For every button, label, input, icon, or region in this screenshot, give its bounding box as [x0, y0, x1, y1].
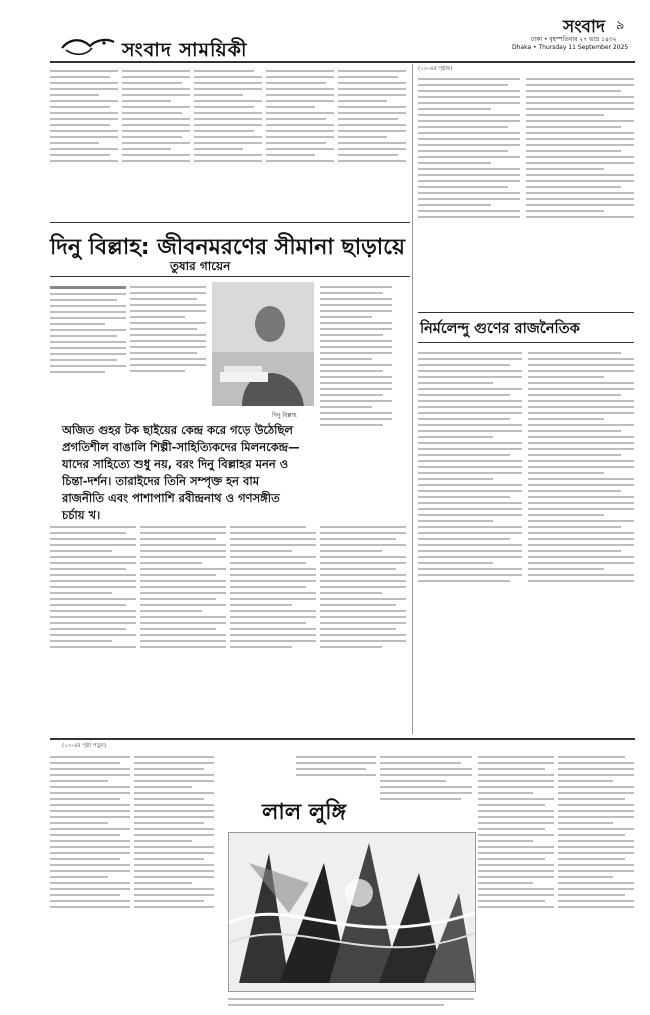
date-english: Dhaka • Thursday 11 September 2025: [512, 44, 629, 51]
bottom-column-1: [50, 752, 130, 1010]
illustration-artwork: [228, 832, 476, 992]
main-body-column-6: [230, 522, 316, 732]
column-divider: [412, 64, 413, 734]
date-bengali: ঢাকা • বৃহস্পতিবার ২৭ ভাদ্র ১৪৩২: [531, 36, 617, 43]
continued-label-top: (১০-এর পৃষ্ঠায়): [418, 66, 453, 72]
right-column-1: [418, 74, 520, 309]
bottom-column-3: [228, 994, 474, 1012]
section-title: সংবাদ সাময়িকী: [122, 39, 248, 61]
bottom-headline: লাল লুঙ্গি: [262, 800, 347, 825]
pull-quote: অজিত গুহর টক ছাইয়ের কেন্দ্র করে গড়ে উঠেছিল প্রগতিশীল বাঙালি শিল্পী-সাহিত্যিকদের মিলনকেন্দ্র— যাদের সাহিত্যে শুধু নয়, বরং দিনু বিল্লাহর মনন ও চিন্তা-দর্শন। তারাইদের তিনি সম্পৃক্ত হন বাম রাজনীতি এবং পাশাপাশি রবীন্দ্রনাথ ও গণসঙ্গীত চর্চায় খ।: [62, 423, 300, 522]
bottom-column-4: [296, 752, 376, 790]
bottom-column-6: [478, 752, 554, 1010]
right-column-3: [418, 348, 522, 733]
continued-label-bottom: (১০-এর পৃষ্ঠা পড়ুন): [62, 743, 106, 749]
main-headline: দিনু বিল্লাহ: জীবনমরণের সীমানা ছাড়ায়ে: [50, 235, 405, 260]
main-body-column-1: [50, 282, 126, 422]
bottom-column-2: [134, 752, 214, 1010]
bird-pen-icon: [60, 34, 116, 58]
right-headline: নির্মলেন্দু গুণের রাজনৈতিক: [420, 321, 580, 337]
bottom-column-5: [380, 752, 472, 830]
abstract-illustration: [229, 833, 475, 991]
bottom-column-7: [558, 752, 634, 1010]
headline-rule-bottom: [50, 276, 410, 277]
photo-caption: দিনু বিল্লাহ: [272, 412, 297, 419]
paper-name: সংবাদ: [563, 17, 605, 37]
section-masthead: [60, 34, 260, 60]
right-column-4: [528, 348, 634, 733]
headline-rule-top: [50, 222, 410, 223]
portrait-image: [212, 282, 314, 406]
right-column-2: [526, 74, 634, 309]
main-body-column-3: [320, 282, 392, 517]
main-body-column-7: [320, 522, 406, 732]
intro-column-2: [122, 66, 190, 216]
main-body-column-4: [50, 522, 136, 732]
right-headline-rule-bottom: [418, 342, 634, 343]
author-photo: [212, 282, 314, 406]
intro-column-1: [50, 66, 118, 216]
right-headline-rule-top: [418, 312, 634, 313]
bottom-section-rule: [50, 738, 635, 740]
intro-column-3: [194, 66, 262, 216]
masthead-rule: [50, 61, 635, 63]
intro-column-5: [338, 66, 406, 216]
byline: তুষার গায়েন: [170, 259, 231, 273]
intro-column-4: [266, 66, 334, 216]
page-number: ৯: [616, 18, 625, 33]
main-body-column-5: [140, 522, 226, 732]
main-body-column-2: [130, 282, 206, 422]
